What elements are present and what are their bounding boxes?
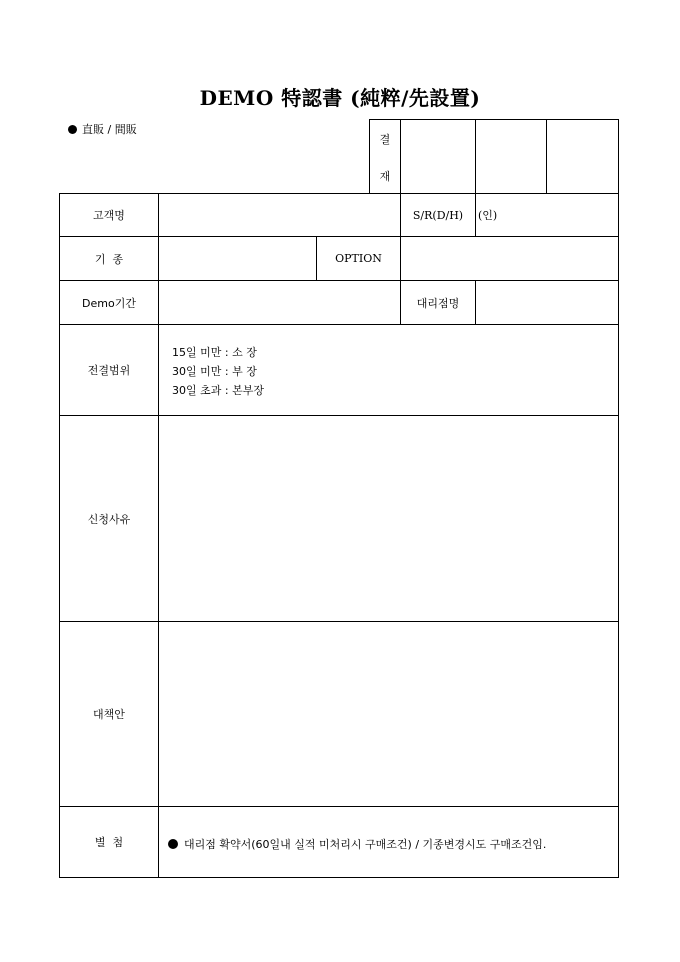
plan-field[interactable] (159, 622, 618, 806)
sales-type (68, 121, 137, 137)
approval-sign-box-1[interactable] (401, 120, 475, 193)
reason-field[interactable] (159, 416, 618, 621)
customer-field[interactable] (159, 194, 400, 236)
model-field[interactable] (159, 237, 316, 280)
approval-sign-box-2[interactable] (476, 120, 546, 193)
sr-field[interactable]: (인) (478, 209, 498, 222)
customer-label: 고객명 (93, 209, 125, 222)
scope-list (172, 343, 264, 400)
period-field[interactable] (159, 281, 400, 324)
scope-line: 15일 미만 : 소 장 (172, 346, 257, 359)
plan-label: 대책안 (93, 708, 125, 721)
bullet-icon (168, 839, 178, 849)
approval-sign-box-3[interactable] (547, 120, 618, 193)
scope-line: 30일 초과 : 본부장 (172, 384, 264, 397)
scope-label: 전결범위 (87, 364, 131, 377)
form-title: DEMO 特認書 (純粹/先設置) (199, 86, 481, 110)
model-label: 기 종 (94, 252, 124, 266)
bullet-icon (68, 125, 77, 134)
option-label: OPTION (335, 252, 382, 265)
attachment-note (168, 836, 546, 852)
approval-label-bottom: 재 (379, 170, 391, 183)
approval-label-top: 결 (379, 133, 391, 146)
scope-line: 30일 미만 : 부 장 (172, 365, 257, 378)
reason-label: 신청사유 (87, 512, 131, 526)
attachment-note-text: 대리점 확약서(60일내 실적 미처리시 구매조건) / 기종변경시도 구매조건임. (184, 838, 547, 851)
agency-label: 대리점명 (416, 296, 460, 310)
agency-field[interactable] (476, 281, 618, 324)
period-label: Demo기간 (82, 296, 136, 310)
attachment-label: 별 첨 (94, 836, 124, 849)
sr-label: S/R(D/H) (412, 208, 464, 222)
option-field[interactable] (401, 237, 618, 280)
sales-type-text: 直販 / 間販 (82, 123, 137, 136)
